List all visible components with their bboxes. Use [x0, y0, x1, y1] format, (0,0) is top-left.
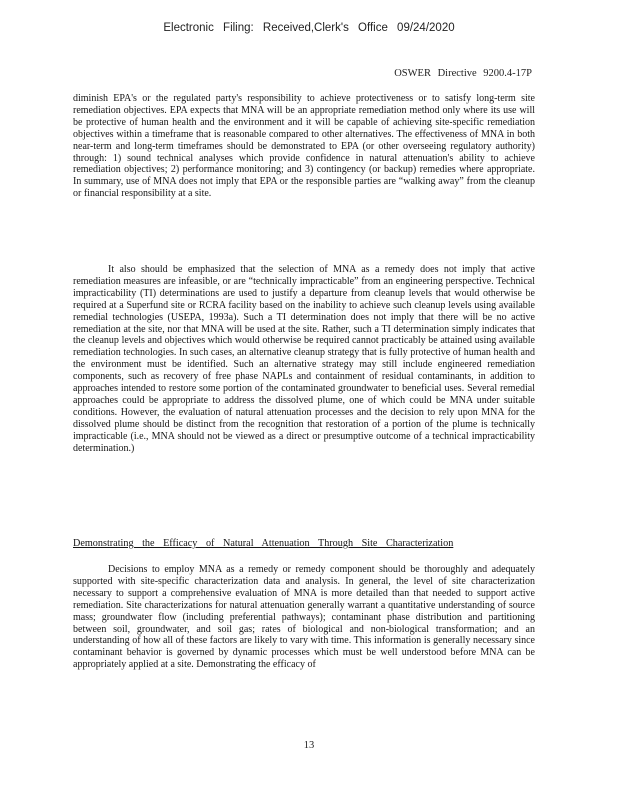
body-paragraph-2: It also should be emphasized that the selection of MNA as a remedy does not imply that active remediation measures are infeasible, or are “technically impracticable” from an engineering perspective. Technical impracticability (TI) determinations are used to justify a departure from cleanup levels that would otherwise be required at a Superfund site or RCRA facility based on the inability to achieve such cleanup levels using available remedial technologies (USEPA, 1993a). Such a TI determination does not imply that there will be no active remediation at the site, nor that MNA will be used at the site. Rather, such a TI determination simply indicates that the cleanup levels and objectives which would otherwise be required cannot practicably be attained using available remediation technologies. In such cases, an alternative cleanup strategy that is fully protective of human health and the environment must be identified. Such an alternative strategy may still include engineered remediation components, such as recovery of free phase NAPLs and containment of residual contaminants, in addition to approaches intended to restore some portion of the contaminated groundwater to beneficial uses. Several remedial approaches could be appropriate to address the dissolved plume, one of which could be MNA under suitable conditions. However, the evaluation of natural attenuation processes and the decision to rely upon MNA for the dissolved plume should be distinct from the recognition that restoration of a portion of the plume is technically impracticable (i.e., MNA should not be viewed as a direct or presumptive outcome of a technical impracticability determination.) [73, 264, 535, 454]
page-number: 13 [303, 740, 315, 751]
section-heading: Demonstrating the Efficacy of Natural Attenuation Through Site Characterization [73, 538, 454, 549]
filing-stamp: Electronic Filing: Received,Clerk's Office 09/24/2020 [163, 22, 455, 34]
body-paragraph-1: diminish EPA's or the regulated party's responsibility to achieve protectiveness or to satisfy long-term site remediation objectives. EPA expects that MNA will be an appropriate remediation method only where its use will be protective of human health and the environment and it will be capable of achieving site-specific remediation objectives within a timeframe that is reasonable compared to other alternatives. The effectiveness of MNA in both near-term and long-term timeframes should be demonstrated to EPA (or other overseeing regulatory authority) through: 1) sound technical analyses which provide confidence in natural attenuation's ability to achieve remediation objectives; 2) performance monitoring; and 3) contingency (or backup) remedies where appropriate. In summary, use of MNA does not imply that EPA or the responsible parties are “walking away” from the cleanup or financial responsibility at a site. [73, 93, 535, 200]
directive-number: OSWER Directive 9200.4-17P [394, 68, 532, 79]
body-paragraph-3: Decisions to employ MNA as a remedy or remedy component should be thoroughly and adequately supported with site-specific characterization data and analysis. In general, the level of site characterization necessary to support a comprehensive evaluation of MNA is more detailed than that needed to support active remediation. Site characterizations for natural attenuation generally warrant a quantitative understanding of source mass; groundwater flow (including preferential pathways); contaminant phase distribution and partitioning between soil, groundwater, and soil gas; rates of biological and non-biological transformation; and an understanding of how all of these factors are likely to vary with time. This information is generally necessary since contaminant behavior is governed by dynamic processes which must be well understood before MNA can be appropriately applied at a site. Demonstrating the efficacy of [73, 564, 535, 671]
